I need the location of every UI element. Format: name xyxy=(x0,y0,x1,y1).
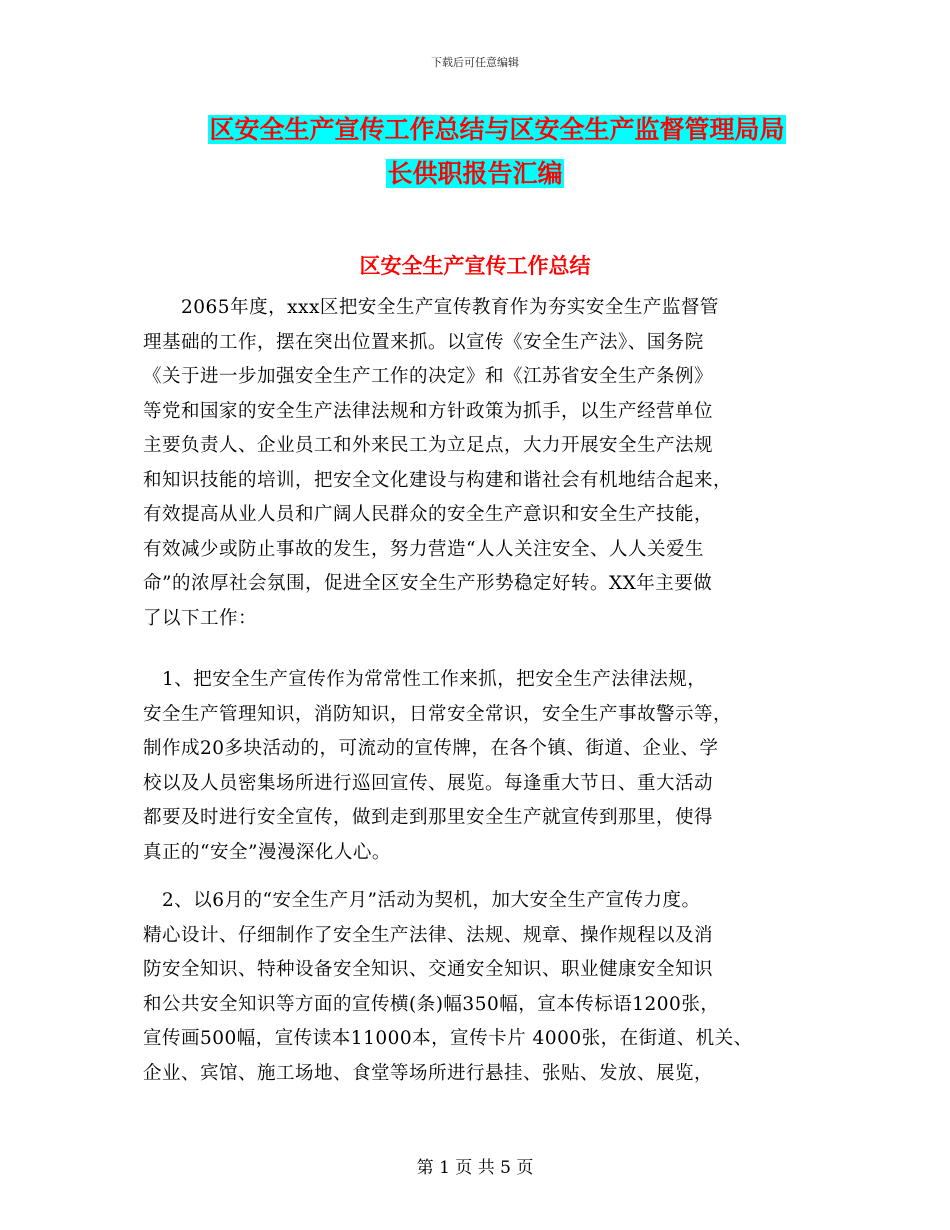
text-line: 2、以6月的“安全生产月”活动为契机，加大安全生产宣传力度。 xyxy=(143,890,701,911)
text-line: 真正的“安全”漫漫深化人心。 xyxy=(143,841,391,863)
text-line: 2065年度，xxx区把安全生产宣传教育作为夯实安全生产监督管 xyxy=(143,297,719,318)
text-line: 理基础的工作，摆在突出位置来抓。以宣传《安全生产法》、国务院 xyxy=(143,331,704,353)
text-line: 1、把安全生产宣传作为常常性工作来抓，把安全生产法律法规， xyxy=(143,669,707,690)
text-line: 制作成20多块活动的，可流动的宣传牌，在各个镇、街道、企业、学 xyxy=(143,738,719,759)
document-title-text-1: 区安全生产宣传工作总结与区安全生产监督管理局局 xyxy=(209,115,785,144)
page-footer: 第 1 页 共 5 页 xyxy=(416,1158,534,1178)
text-line: 宣传画500幅，宣传读本11000本，宣传卡片 4000张，在街道、机关、 xyxy=(143,1028,753,1049)
document-title-text-2: 长供职报告汇编 xyxy=(387,159,563,188)
document-title-line-1 xyxy=(22,113,950,147)
text-line: 安全生产管理知识，消防知识，日常安全常识，安全生产事故警示等， xyxy=(143,703,733,725)
text-line: 校以及人员密集场所进行巡回宣传、展览。每逢重大节日、重大活动 xyxy=(143,772,714,794)
text-line: 命”的浓厚社会氛围，促进全区安全生产形势稳定好转。XX年主要做 xyxy=(143,573,713,594)
text-line: 有效减少或防止事故的发生，努力营造“人人关注安全、人人关爱生 xyxy=(143,538,704,560)
section-title: 区安全生产宣传工作总结 xyxy=(359,254,591,278)
body-paragraph-1 xyxy=(143,291,833,636)
body-paragraph-2 xyxy=(143,663,833,870)
text-line: 等党和国家的安全生产法律法规和方针政策为抓手，以生产经营单位 xyxy=(143,400,714,422)
body-paragraph-3 xyxy=(143,884,833,1091)
text-line: 都要及时进行安全宣传，做到走到那里安全生产就宣传到那里，使得 xyxy=(143,807,714,828)
text-line: 精心设计、仔细制作了安全生产法律、法规、规章、操作规程以及消 xyxy=(143,924,714,946)
text-line: 《关于进一步加强安全生产工作的决定》和《江苏省安全生产条例》 xyxy=(143,366,714,387)
text-line: 企业、宾馆、施工场地、食堂等场所进行悬挂、张贴、发放、展览， xyxy=(143,1062,714,1084)
text-line: 了以下工作： xyxy=(143,607,258,629)
text-line: 主要负责人、企业员工和外来民工为立足点，大力开展安全生产法规 xyxy=(143,435,714,456)
text-line: 有效提高从业人员和广阔人民群众的安全生产意识和安全生产技能， xyxy=(143,504,714,525)
header-note: 下载后可任意编辑 xyxy=(431,56,519,69)
text-line: 和知识技能的培训，把安全文化建设与构建和谐社会有机地结合起来， xyxy=(143,469,733,491)
text-line: 和公共安全知识等方面的宣传横(条)幅350幅，宣本传标语1200张， xyxy=(143,993,720,1015)
text-line: 防安全知识、特种设备安全知识、交通安全知识、职业健康安全知识 xyxy=(143,959,714,980)
document-title-line-2 xyxy=(0,157,950,191)
